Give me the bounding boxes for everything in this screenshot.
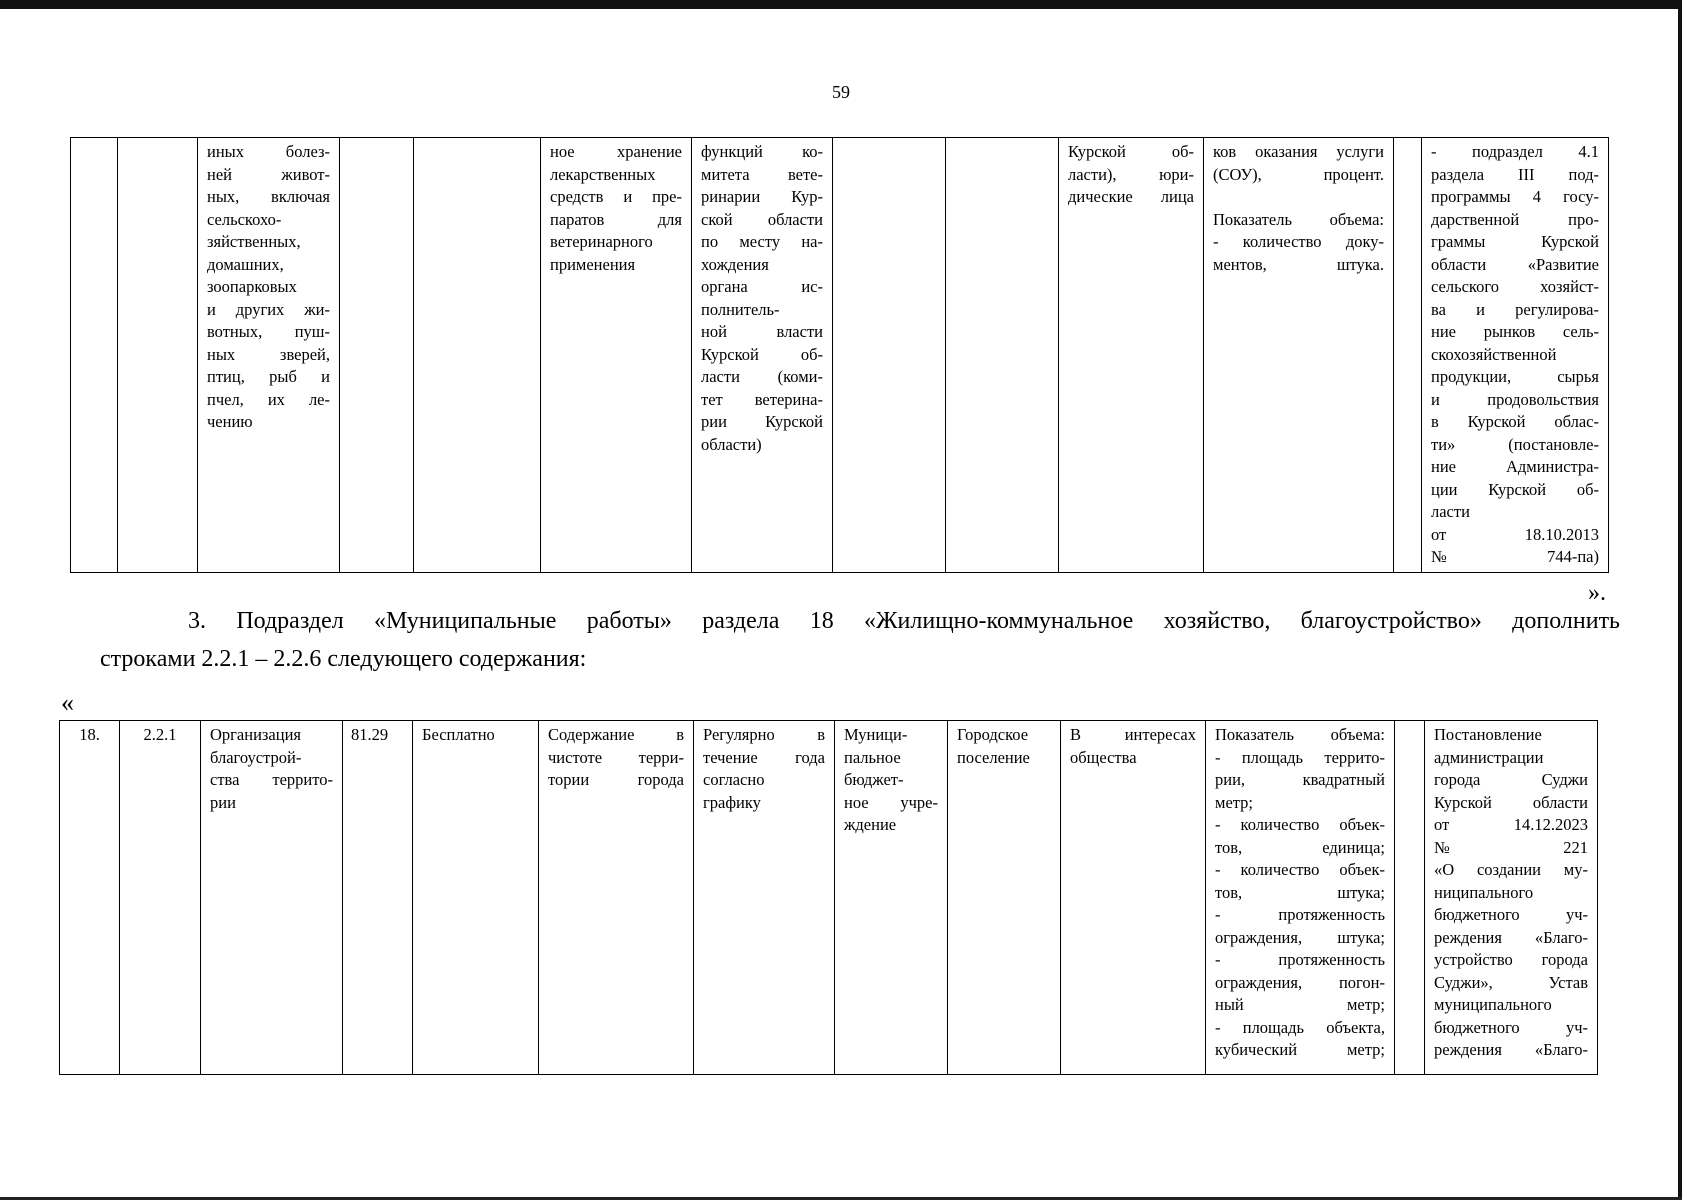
- cell-line: Курской области: [1434, 792, 1588, 812]
- cell-line: сельского хозяйст-: [1431, 277, 1599, 296]
- table-cell: [414, 138, 541, 573]
- cell-line: - протяженность: [1215, 905, 1385, 924]
- cell-line: скохозяйственной: [1431, 344, 1557, 364]
- cell-line: ции Курской об-: [1431, 479, 1599, 499]
- cell-line: ти» (постановле-: [1431, 434, 1599, 454]
- closing-quote: ».: [1588, 580, 1606, 606]
- cell-line: раздела III под-: [1431, 164, 1599, 184]
- table-cell: [833, 138, 946, 573]
- cell-line: метр;: [1215, 792, 1254, 812]
- cell-line: ной власти: [701, 322, 823, 341]
- cell-line: города Суджи: [1434, 770, 1588, 789]
- cell-line: рии, квадратный: [1215, 770, 1385, 789]
- cell-line: ограждения, погон-: [1215, 972, 1385, 992]
- page-number: 59: [832, 82, 850, 102]
- cell-line: согласно: [703, 770, 765, 789]
- cell-line: ное учре-: [844, 792, 938, 812]
- work-content-cell: [539, 721, 694, 1075]
- cell-line: ных, включая: [207, 187, 330, 206]
- table-row: [71, 138, 1609, 573]
- institution-type-cell: [835, 721, 948, 1075]
- cell-line: иных болез-: [207, 142, 330, 161]
- cell-line: применения: [550, 254, 636, 274]
- cell-line: рии Курской: [701, 412, 823, 431]
- cell-line: чистоте терри-: [548, 747, 684, 767]
- cell-line: дические лица: [1068, 187, 1194, 206]
- cell-line: области): [701, 434, 762, 454]
- cell-line: ограждения, штука;: [1215, 927, 1385, 947]
- continued-services-table: [70, 137, 1609, 573]
- cell-line: Курской об-: [1068, 142, 1194, 161]
- work-conditions-cell: [694, 721, 835, 1075]
- paragraph-line-1: 3. Подраздел «Муниципальные работы» раздела 18 «Жилищно-коммунальное хозяйство, благоустройство» дополнить: [188, 608, 1620, 634]
- cell-line: тории города: [548, 770, 684, 789]
- cell-line: устройство города: [1434, 950, 1588, 969]
- cell-line: бюджет-: [844, 770, 904, 789]
- scan-right-edge: [1678, 0, 1682, 1200]
- cell-line: Постановление: [1434, 725, 1542, 744]
- consumers-cell: [1061, 721, 1206, 1075]
- cell-line: Показатель объема:: [1213, 209, 1384, 229]
- cell-line: рии: [210, 792, 236, 812]
- cell-line: ва и регулирова-: [1431, 299, 1599, 319]
- cell-line: программы 4 госу-: [1431, 187, 1599, 206]
- cell-line: тов, единица;: [1215, 837, 1385, 857]
- amendment-paragraph: [100, 602, 1620, 678]
- cell-line: ное хранение: [550, 142, 682, 161]
- cell-line: - количество объек-: [1215, 815, 1385, 834]
- service-content-cell: [541, 138, 692, 573]
- cell-line: Муници-: [844, 725, 908, 744]
- cell-line: домашних,: [207, 254, 284, 274]
- cell-line: средств и пре-: [550, 187, 682, 206]
- cell-line: реждения «Благо-: [1434, 927, 1588, 947]
- service-description-cell: [198, 138, 340, 573]
- cell-line: от 18.10.2013: [1431, 524, 1599, 544]
- cell-line: бюджетного уч-: [1434, 1017, 1588, 1037]
- cell-line: хождения: [701, 254, 769, 274]
- cell-line: благоустрой-: [210, 747, 302, 767]
- cell-line: области «Развитие: [1431, 254, 1599, 274]
- work-name-cell: [201, 721, 343, 1075]
- legal-basis-cell: [1425, 721, 1598, 1075]
- cell-line: ства террито-: [210, 770, 333, 789]
- payment-type-cell: Бесплатно: [413, 721, 539, 1075]
- cell-line: паратов для: [550, 209, 682, 229]
- cell-line: продукции, сырья: [1431, 367, 1599, 386]
- cell-line: - площадь террито-: [1215, 747, 1385, 767]
- row-number-cell: 2.2.1: [120, 721, 201, 1075]
- cell-line: администрации: [1434, 747, 1544, 767]
- cell-line: пальное: [844, 747, 901, 767]
- cell-line: и продовольствия: [1431, 389, 1599, 409]
- cell-line: [1213, 186, 1384, 209]
- cell-line: реждения «Благо-: [1434, 1040, 1588, 1059]
- cell-line: поселение: [957, 747, 1030, 767]
- table-cell: [118, 138, 198, 573]
- cell-line: - протяженность: [1215, 950, 1385, 969]
- cell-line: Суджи», Устав: [1434, 972, 1588, 992]
- cell-line: - площадь объекта,: [1215, 1017, 1385, 1037]
- cell-line: ринарии Кур-: [701, 187, 823, 206]
- cell-line: тов, штука;: [1215, 882, 1385, 902]
- cell-line: ный метр;: [1215, 995, 1385, 1014]
- table-cell: [1394, 138, 1422, 573]
- cell-line: графику: [703, 792, 761, 812]
- cell-line: органа ис-: [701, 277, 823, 296]
- cell-line: - подраздел 4.1: [1431, 142, 1599, 161]
- cell-line: - количество доку-: [1213, 232, 1384, 251]
- cell-line: Организация: [210, 725, 302, 744]
- table-cell: [1395, 721, 1425, 1075]
- legal-basis-cell: [1422, 138, 1609, 573]
- cell-line: зяйственных,: [207, 232, 301, 251]
- cell-line: (СОУ), процент.: [1213, 164, 1384, 184]
- table-cell: [946, 138, 1059, 573]
- cell-line: ласти (коми-: [701, 367, 823, 386]
- consumers-cell: [1059, 138, 1204, 573]
- cell-line: № 744-па): [1431, 547, 1599, 566]
- territory-cell: [948, 721, 1061, 1075]
- cell-line: ветеринарного: [550, 232, 653, 251]
- cell-line: митета вете-: [701, 164, 823, 184]
- cell-line: ской области: [701, 209, 823, 229]
- service-conditions-cell: [692, 138, 833, 573]
- cell-line: дарственной про-: [1431, 209, 1599, 229]
- cell-line: ние рынков сель-: [1431, 322, 1599, 341]
- cell-line: Городское: [957, 725, 1029, 744]
- cell-line: ласти), юри-: [1068, 164, 1194, 184]
- paragraph-line-2: строками 2.2.1 – 2.2.6 следующего содержания:: [100, 646, 587, 672]
- cell-line: Регулярно в: [703, 725, 825, 744]
- cell-line: по месту на-: [701, 232, 823, 251]
- cell-line: ментов, штука.: [1213, 254, 1384, 274]
- table-cell: [71, 138, 118, 573]
- cell-line: ждение: [844, 815, 897, 834]
- indicators-cell: [1204, 138, 1394, 573]
- cell-line: общества: [1070, 747, 1137, 767]
- cell-line: птиц, рыб и: [207, 367, 330, 386]
- cell-line: ней живот-: [207, 164, 330, 184]
- cell-line: ков оказания услуги: [1213, 142, 1384, 161]
- cell-line: тет ветерина-: [701, 389, 823, 409]
- cell-line: «О создании му-: [1434, 860, 1588, 879]
- cell-line: Курской об-: [701, 344, 823, 364]
- scan-top-edge: [0, 0, 1682, 9]
- cell-line: пчел, их ле-: [207, 389, 330, 409]
- cell-line: лекарственных: [550, 164, 656, 184]
- cell-line: бюджетного уч-: [1434, 905, 1588, 924]
- cell-line: кубический метр;: [1215, 1040, 1385, 1059]
- table-cell: [340, 138, 414, 573]
- okved-code-cell: 81.29: [343, 721, 413, 1075]
- cell-line: вотных, пуш-: [207, 322, 330, 341]
- cell-line: от 14.12.2023: [1434, 815, 1588, 834]
- cell-line: полнитель-: [701, 299, 780, 319]
- municipal-works-table: [59, 720, 1598, 1075]
- cell-line: ниципального: [1434, 882, 1534, 902]
- cell-line: сельскохо-: [207, 209, 282, 229]
- cell-line: функций ко-: [701, 142, 823, 161]
- cell-line: в Курской облас-: [1431, 412, 1599, 431]
- cell-line: Содержание в: [548, 725, 684, 744]
- cell-line: течение года: [703, 747, 825, 767]
- section-number-cell: 18.: [60, 721, 120, 1075]
- cell-line: граммы Курской: [1431, 232, 1599, 251]
- cell-line: Показатель объема:: [1215, 725, 1385, 744]
- table-row: [60, 721, 1598, 1075]
- cell-line: ных зверей,: [207, 344, 330, 364]
- cell-line: ние Администра-: [1431, 457, 1599, 476]
- cell-line: муниципального: [1434, 995, 1552, 1014]
- cell-line: - количество объек-: [1215, 860, 1385, 879]
- cell-line: В интересах: [1070, 725, 1196, 744]
- cell-line: зоопарковых: [207, 277, 297, 296]
- cell-line: и других жи-: [207, 299, 330, 319]
- cell-line: № 221: [1434, 837, 1588, 857]
- cell-line: чению: [207, 412, 253, 431]
- indicators-cell: [1206, 721, 1395, 1075]
- cell-line: ласти: [1431, 502, 1470, 521]
- opening-quote: «: [61, 688, 74, 717]
